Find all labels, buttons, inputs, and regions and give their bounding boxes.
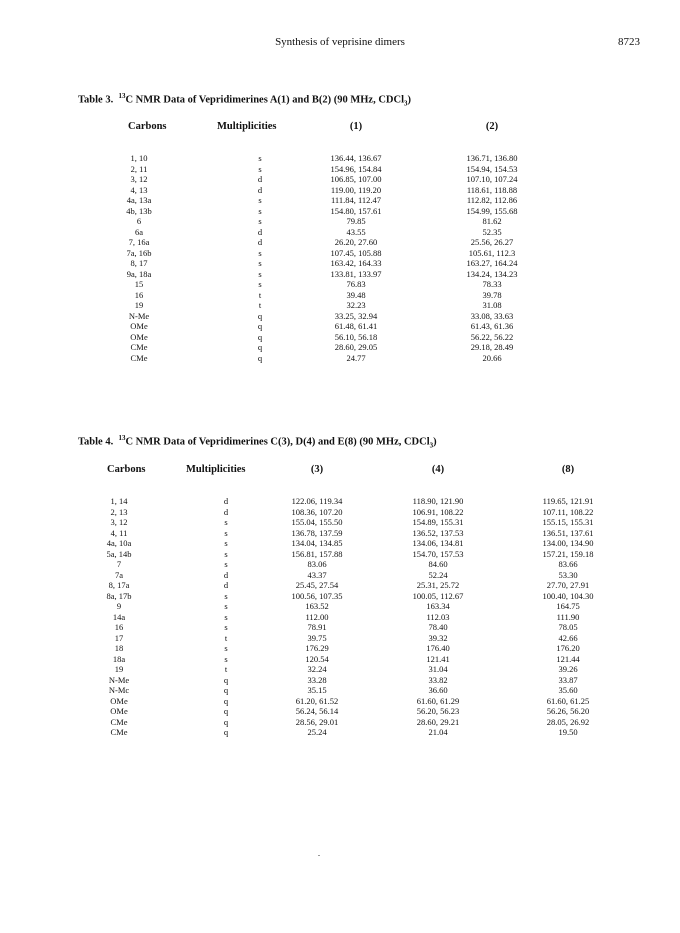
cell-multiplicity: q <box>223 716 229 727</box>
table-row <box>0 332 680 343</box>
cell-multiplicity: q <box>223 695 229 706</box>
table-row <box>0 507 680 518</box>
cell-carbon: 9a, 18a <box>126 268 152 279</box>
cell-compound-3: 100.56, 107.35 <box>291 590 343 601</box>
table3-caption <box>78 92 411 108</box>
cell-compound-1: 79.85 <box>346 216 366 226</box>
cell-compound-8: 157.21, 159.18 <box>542 548 594 559</box>
table-row <box>0 570 680 581</box>
table3-caption-end: ) <box>407 94 411 106</box>
cell-carbon: 18 <box>114 643 124 653</box>
table3-body <box>0 153 680 363</box>
cell-compound-8: 136.51, 137.61 <box>542 527 594 538</box>
table-row <box>0 227 680 238</box>
cell-multiplicity: s <box>258 216 262 226</box>
cell-compound-4: 52.24 <box>428 569 448 580</box>
cell-compound-2: 25.56, 26.27 <box>470 237 514 247</box>
cell-compound-3: 43.37 <box>307 569 327 580</box>
table-row <box>0 538 680 549</box>
cell-multiplicity: s <box>258 163 262 174</box>
cell-multiplicity: s <box>224 517 228 527</box>
cell-compound-2: 154.99, 155.68 <box>466 205 518 216</box>
cell-compound-3: 33.28 <box>307 674 327 685</box>
cell-carbon: 8a, 17b <box>106 590 132 601</box>
table3-caption-text: C NMR Data of Vepridimerines A(1) and B(2) (90 MHz, CDCl <box>125 94 404 106</box>
cell-multiplicity: t <box>224 664 228 674</box>
cell-compound-4: 31.04 <box>428 664 448 674</box>
cell-compound-3: 112.00 <box>305 611 329 622</box>
cell-compound-8: 61.60, 61.25 <box>546 695 590 706</box>
cell-compound-3: 78.91 <box>307 622 327 632</box>
cell-carbon: 3, 12 <box>130 174 148 184</box>
cell-carbon: CMe <box>110 716 128 727</box>
table-row <box>0 664 680 675</box>
table-row <box>0 164 680 175</box>
cell-compound-1: 26.20, 27.60 <box>334 237 378 247</box>
cell-compound-4: 25.31, 25.72 <box>416 580 460 590</box>
cell-compound-1: 154.96, 154.84 <box>330 163 382 174</box>
cell-compound-4: 33.82 <box>428 674 448 685</box>
table-row <box>0 601 680 612</box>
cell-compound-1: 61.48, 61.41 <box>334 321 378 331</box>
cell-compound-1: 76.83 <box>346 279 366 289</box>
cell-carbon: 8, 17 <box>130 258 148 268</box>
cell-compound-8: 121.44 <box>556 653 580 664</box>
cell-compound-4: 163.34 <box>426 601 450 611</box>
table4-caption-end: ) <box>433 436 437 448</box>
table-row <box>0 612 680 623</box>
table-row <box>0 206 680 217</box>
cell-compound-1: 136.44, 136.67 <box>330 153 382 163</box>
cell-compound-1: 107.45, 105.88 <box>330 247 382 258</box>
cell-multiplicity: t <box>224 632 228 643</box>
cell-multiplicity: d <box>223 569 229 580</box>
cell-carbon: 16 <box>114 622 124 632</box>
cell-compound-4: 136.52, 137.53 <box>412 527 464 538</box>
cell-carbon: OMe <box>110 706 128 716</box>
table-row <box>0 216 680 227</box>
table-row <box>0 174 680 185</box>
table3-col-2: (2) <box>485 121 499 132</box>
cell-compound-3: 120.54 <box>305 653 329 664</box>
cell-compound-8: 78.05 <box>558 622 578 632</box>
cell-carbon: 1, 10 <box>130 153 148 163</box>
page-number: 8723 <box>618 36 640 48</box>
cell-compound-8: 19.50 <box>558 727 578 737</box>
cell-compound-2: 78.33 <box>482 279 502 289</box>
table4-label: Table 4. <box>78 436 114 448</box>
cell-compound-4: 84.60 <box>428 559 448 569</box>
table-row <box>0 342 680 353</box>
cell-carbon: 7, 16a <box>128 237 150 247</box>
cell-carbon: 7 <box>116 559 122 569</box>
cell-compound-3: 108.36, 107.20 <box>291 506 343 517</box>
cell-carbon: 19 <box>114 664 124 674</box>
cell-multiplicity: s <box>224 538 228 548</box>
cell-compound-3: 122.06, 119.34 <box>291 496 343 506</box>
cell-multiplicity: s <box>258 247 262 258</box>
cell-compound-4: 134.06, 134.81 <box>412 538 464 548</box>
cell-compound-2: 163.27, 164.24 <box>466 258 518 268</box>
cell-multiplicity: d <box>257 226 263 237</box>
table-row <box>0 300 680 311</box>
table-row <box>0 633 680 644</box>
table3-caption-sub: 3 <box>404 99 408 108</box>
table-row <box>0 237 680 248</box>
table-row <box>0 321 680 332</box>
cell-carbon: 9 <box>116 601 122 611</box>
cell-multiplicity: s <box>224 548 228 559</box>
cell-carbon: CMe <box>110 727 128 737</box>
cell-compound-1: 32.23 <box>346 300 366 310</box>
cell-compound-1: 28.60, 29.05 <box>334 342 378 352</box>
cell-compound-8: 35.60 <box>558 685 578 695</box>
cell-compound-4: 106.91, 108.22 <box>412 506 464 517</box>
cell-carbon: OMe <box>130 331 148 342</box>
cell-compound-2: 81.62 <box>482 216 502 226</box>
table-row <box>0 675 680 686</box>
cell-multiplicity: s <box>224 643 228 653</box>
cell-multiplicity: t <box>258 289 262 300</box>
table-row <box>0 654 680 665</box>
cell-multiplicity: d <box>257 237 263 247</box>
table4-col-3: (3) <box>310 464 324 475</box>
cell-multiplicity: d <box>223 506 229 517</box>
cell-compound-1: 119.00, 119.20 <box>330 184 382 195</box>
cell-compound-2: 20.66 <box>482 352 502 363</box>
cell-carbon: CMe <box>130 352 148 363</box>
cell-compound-3: 56.24, 56.14 <box>295 706 339 716</box>
cell-carbon: 4b, 13b <box>126 205 152 216</box>
table4-col-multiplicities: Multiplicities <box>186 464 246 475</box>
cell-compound-3: 136.78, 137.59 <box>291 527 343 538</box>
cell-compound-2: 39.78 <box>482 289 502 300</box>
cell-multiplicity: s <box>258 195 262 205</box>
cell-compound-3: 134.04, 134.85 <box>291 538 343 548</box>
table-row <box>0 696 680 707</box>
cell-compound-1: 56.10, 56.18 <box>334 331 378 342</box>
cell-multiplicity: q <box>223 674 229 685</box>
cell-carbon: 1, 14 <box>110 496 128 506</box>
cell-multiplicity: q <box>223 706 229 716</box>
table4-body <box>0 496 680 738</box>
cell-multiplicity: s <box>224 601 228 611</box>
cell-compound-1: 111.84, 112.47 <box>330 195 382 205</box>
table4-caption <box>78 434 437 450</box>
cell-multiplicity: d <box>223 496 229 506</box>
table-row <box>0 706 680 717</box>
cell-compound-8: 33.87 <box>558 674 578 685</box>
cell-compound-3: 163.52 <box>305 601 329 611</box>
cell-carbon: 8, 17a <box>108 580 130 590</box>
cell-compound-4: 36.60 <box>428 685 448 695</box>
table-row <box>0 269 680 280</box>
cell-compound-4: 100.05, 112.67 <box>412 590 464 601</box>
cell-compound-1: 43.55 <box>346 226 366 237</box>
cell-multiplicity: s <box>258 153 262 163</box>
cell-compound-2: 33.08, 33.63 <box>470 310 514 321</box>
table-row <box>0 643 680 654</box>
table-row <box>0 185 680 196</box>
cell-carbon: 4, 11 <box>110 527 128 538</box>
cell-multiplicity: t <box>258 300 262 310</box>
cell-compound-2: 107.10, 107.24 <box>466 174 518 184</box>
table3-col-carbons: Carbons <box>128 121 167 132</box>
cell-compound-4: 78.40 <box>428 622 448 632</box>
cell-compound-1: 39.48 <box>346 289 366 300</box>
table4-col-4: (4) <box>431 464 445 475</box>
cell-multiplicity: q <box>223 727 229 737</box>
table-row <box>0 727 680 738</box>
cell-compound-8: 28.05, 26.92 <box>546 716 590 727</box>
cell-compound-8: 107.11, 108.22 <box>542 506 594 517</box>
cell-carbon: 2, 11 <box>130 163 148 174</box>
cell-compound-1: 154.80, 157.61 <box>330 205 382 216</box>
table-row <box>0 580 680 591</box>
cell-compound-1: 33.25, 32.94 <box>334 310 378 321</box>
table-row <box>0 311 680 322</box>
table3-label: Table 3. <box>78 94 114 106</box>
cell-compound-1: 24.77 <box>346 352 366 363</box>
table-row <box>0 559 680 570</box>
cell-compound-4: 61.60, 61.29 <box>416 695 460 706</box>
cell-compound-8: 100.40, 104.30 <box>542 590 594 601</box>
cell-compound-3: 25.24 <box>307 727 327 737</box>
cell-compound-1: 163.42, 164.33 <box>330 258 382 268</box>
cell-multiplicity: s <box>258 279 262 289</box>
cell-compound-3: 83.06 <box>307 559 327 569</box>
cell-compound-8: 83.66 <box>558 559 578 569</box>
cell-carbon: N-Me <box>128 310 150 321</box>
cell-compound-8: 53.30 <box>558 569 578 580</box>
table-row <box>0 591 680 602</box>
cell-compound-2: 52.35 <box>482 226 502 237</box>
cell-carbon: CMe <box>130 342 148 352</box>
cell-compound-2: 118.61, 118.88 <box>466 184 518 195</box>
cell-carbon: 14a <box>112 611 126 622</box>
table-row <box>0 195 680 206</box>
cell-multiplicity: d <box>223 580 229 590</box>
cell-compound-3: 25.45, 27.54 <box>295 580 339 590</box>
cell-multiplicity: s <box>224 527 228 538</box>
cell-carbon: 2, 13 <box>110 506 128 517</box>
table-row <box>0 248 680 259</box>
cell-carbon: 18a <box>112 653 126 664</box>
cell-carbon: 6a <box>134 226 144 237</box>
cell-compound-4: 176.40 <box>426 643 450 653</box>
cell-compound-8: 27.70, 27.91 <box>546 580 590 590</box>
cell-carbon: 6 <box>136 216 142 226</box>
cell-compound-2: 154.94, 154.53 <box>466 163 518 174</box>
cell-compound-4: 154.70, 157.53 <box>412 548 464 559</box>
cell-multiplicity: d <box>257 184 263 195</box>
cell-multiplicity: q <box>257 331 263 342</box>
cell-carbon: 4, 13 <box>130 184 148 195</box>
cell-compound-2: 112.82, 112.86 <box>466 195 518 205</box>
cell-compound-4: 118.90, 121.90 <box>412 496 464 506</box>
table-row <box>0 353 680 364</box>
cell-compound-8: 42.66 <box>558 632 578 643</box>
cell-compound-4: 121.41 <box>426 653 450 664</box>
cell-compound-3: 32.24 <box>307 664 327 674</box>
table-row <box>0 153 680 164</box>
cell-compound-3: 156.81, 157.88 <box>291 548 343 559</box>
table4-col-carbons: Carbons <box>107 464 146 475</box>
stray-mark <box>318 855 320 856</box>
table4-isotope: 13 <box>118 434 126 442</box>
cell-compound-8: 134.00, 134.90 <box>542 538 594 548</box>
cell-carbon: OMe <box>130 321 148 331</box>
cell-compound-8: 111.90 <box>556 611 580 622</box>
cell-compound-8: 164.75 <box>556 601 580 611</box>
cell-compound-3: 39.75 <box>307 632 327 643</box>
cell-compound-3: 28.56, 29.01 <box>295 716 339 727</box>
cell-carbon: N-Me <box>108 674 130 685</box>
cell-compound-3: 155.04, 155.50 <box>291 517 343 527</box>
cell-carbon: 16 <box>134 289 144 300</box>
cell-carbon: 4a, 13a <box>126 195 152 205</box>
table3-col-1: (1) <box>349 121 363 132</box>
cell-carbon: 3, 12 <box>110 517 128 527</box>
cell-compound-4: 28.60, 29.21 <box>416 716 460 727</box>
cell-compound-3: 35.15 <box>307 685 327 695</box>
cell-multiplicity: s <box>224 622 228 632</box>
cell-compound-8: 56.26, 56.20 <box>546 706 590 716</box>
cell-compound-4: 21.04 <box>428 727 448 737</box>
cell-multiplicity: q <box>257 342 263 352</box>
cell-compound-4: 39.32 <box>428 632 448 643</box>
cell-compound-4: 112.03 <box>426 611 450 622</box>
table-row <box>0 622 680 633</box>
cell-compound-2: 29.18, 28.49 <box>470 342 514 352</box>
cell-compound-2: 56.22, 56.22 <box>470 331 514 342</box>
cell-compound-4: 154.89, 155.31 <box>412 517 464 527</box>
cell-multiplicity: s <box>224 590 228 601</box>
table-row <box>0 290 680 301</box>
cell-compound-8: 39.26 <box>558 664 578 674</box>
cell-compound-8: 119.65, 121.91 <box>542 496 594 506</box>
table3-col-multiplicities: Multiplicities <box>217 121 277 132</box>
cell-carbon: 7a <box>114 569 124 580</box>
cell-carbon: 15 <box>134 279 144 289</box>
cell-compound-2: 134.24, 134.23 <box>466 268 518 279</box>
cell-multiplicity: q <box>223 685 229 695</box>
cell-carbon: 7a, 16b <box>126 247 152 258</box>
table-row <box>0 549 680 560</box>
cell-compound-8: 176.20 <box>556 643 580 653</box>
cell-multiplicity: q <box>257 352 263 363</box>
cell-compound-4: 56.20, 56.23 <box>416 706 460 716</box>
cell-carbon: 17 <box>114 632 124 643</box>
cell-compound-2: 31.08 <box>482 300 502 310</box>
cell-carbon: 19 <box>134 300 144 310</box>
cell-compound-2: 61.43, 61.36 <box>470 321 514 331</box>
cell-multiplicity: d <box>257 174 263 184</box>
cell-compound-1: 106.85, 107.00 <box>330 174 382 184</box>
table-row <box>0 279 680 290</box>
cell-compound-8: 155.15, 155.31 <box>542 517 594 527</box>
cell-carbon: 4a, 10a <box>106 538 132 548</box>
running-title: Synthesis of veprisine dimers <box>275 36 405 48</box>
cell-carbon: N-Mc <box>108 685 130 695</box>
table-row <box>0 258 680 269</box>
table4-caption-sub: 3 <box>429 441 434 450</box>
cell-multiplicity: s <box>258 268 262 279</box>
cell-multiplicity: s <box>258 258 262 268</box>
cell-multiplicity: q <box>257 310 263 321</box>
table3-isotope: 13 <box>118 92 126 100</box>
cell-carbon: 5a, 14b <box>106 548 132 559</box>
table-row <box>0 528 680 539</box>
table-row <box>0 496 680 507</box>
cell-compound-3: 176.29 <box>305 643 329 653</box>
cell-carbon: OMe <box>110 695 128 706</box>
table-row <box>0 517 680 528</box>
cell-multiplicity: s <box>224 653 228 664</box>
table-row <box>0 717 680 728</box>
cell-multiplicity: q <box>257 321 263 331</box>
cell-multiplicity: s <box>258 205 262 216</box>
cell-multiplicity: s <box>224 611 228 622</box>
table-row <box>0 685 680 696</box>
cell-compound-2: 136.71, 136.80 <box>466 153 518 163</box>
table4-caption-text: C NMR Data of Vepridimerines C(3), D(4) and E(8) (90 MHz, CDCl <box>125 436 430 448</box>
table4-col-8: (8) <box>561 464 575 475</box>
cell-multiplicity: s <box>224 559 228 569</box>
cell-compound-1: 133.81, 133.97 <box>330 268 382 279</box>
cell-compound-3: 61.20, 61.52 <box>295 695 339 706</box>
cell-compound-2: 105.61, 112.3 <box>468 247 516 258</box>
running-header <box>0 36 680 52</box>
